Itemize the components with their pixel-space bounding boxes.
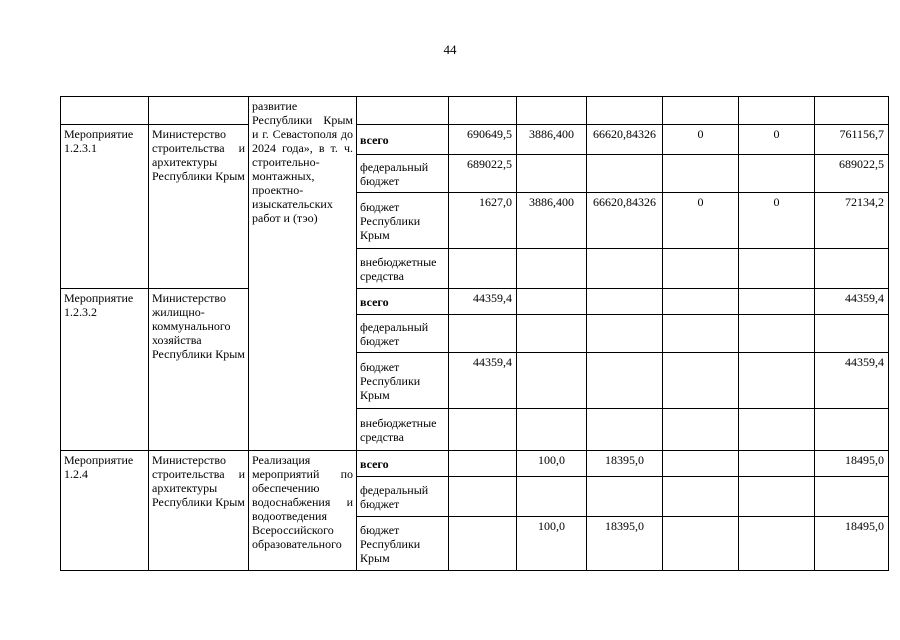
value-cell: 0 <box>739 193 815 249</box>
table-row <box>61 289 889 315</box>
total-cell: 689022,5 <box>815 155 889 193</box>
activity-id-cell: Мероприятие 1.2.3.2 <box>61 289 149 451</box>
activity-purpose-cell: развитие Республики Крым и г. Севастополя до 2024 года», в т. ч. строительно-монтажных, проектно-изыскательских работ и (тэо) <box>249 97 357 451</box>
total-cell: 761156,7 <box>815 125 889 155</box>
value-cell: 0 <box>739 125 815 155</box>
value-cell <box>449 315 517 353</box>
value-cell <box>663 353 739 409</box>
value-cell <box>517 155 587 193</box>
value-cell <box>587 409 663 451</box>
value-cell <box>663 155 739 193</box>
total-cell: 72134,2 <box>815 193 889 249</box>
value-cell <box>517 315 587 353</box>
value-cell <box>449 477 517 517</box>
value-cell: 0 <box>663 125 739 155</box>
value-cell <box>739 249 815 289</box>
funding-source-cell: федеральный бюджет <box>357 155 449 193</box>
value-cell <box>663 409 739 451</box>
table-cell <box>357 97 449 125</box>
funding-source-cell: федеральный бюджет <box>357 477 449 517</box>
funding-source-cell: внебюджетные средства <box>357 249 449 289</box>
value-cell: 18395,0 <box>587 517 663 571</box>
total-cell <box>815 409 889 451</box>
table-cell <box>61 97 149 125</box>
value-cell: 0 <box>663 193 739 249</box>
total-cell <box>815 315 889 353</box>
value-cell: 689022,5 <box>449 155 517 193</box>
value-cell: 66620,84326 <box>587 193 663 249</box>
funding-source-cell: бюджет Республики Крым <box>357 517 449 571</box>
value-cell <box>587 249 663 289</box>
value-cell <box>663 517 739 571</box>
activity-id-cell: Мероприятие 1.2.4 <box>61 451 149 571</box>
value-cell <box>449 249 517 289</box>
table-cell <box>449 97 517 125</box>
value-cell <box>449 517 517 571</box>
value-cell: 3886,400 <box>517 193 587 249</box>
value-cell: 18395,0 <box>587 451 663 477</box>
value-cell: 3886,400 <box>517 125 587 155</box>
funding-source-cell: всего <box>357 451 449 477</box>
value-cell <box>587 353 663 409</box>
value-cell: 66620,84326 <box>587 125 663 155</box>
value-cell <box>663 451 739 477</box>
table-row <box>61 125 889 155</box>
value-cell <box>587 289 663 315</box>
funding-source-cell: бюджет Республики Крым <box>357 193 449 249</box>
value-cell <box>517 289 587 315</box>
activity-purpose-cell: Реализация мероприятий по обеспечению водоснабжения и водоотведения Всероссийского образовательного <box>249 451 357 571</box>
value-cell <box>739 315 815 353</box>
total-cell: 44359,4 <box>815 353 889 409</box>
total-cell: 18495,0 <box>815 451 889 477</box>
value-cell <box>739 289 815 315</box>
table-cell <box>517 97 587 125</box>
executor-cell: Министерство строительства и архитектуры Республики Крым <box>149 451 249 571</box>
funding-source-cell: внебюджетные средства <box>357 409 449 451</box>
executor-cell: Министерство жилищно-коммунального хозяйства Республики Крым <box>149 289 249 451</box>
value-cell <box>449 451 517 477</box>
value-cell <box>739 517 815 571</box>
table-cell <box>149 97 249 125</box>
budget-table <box>60 96 889 571</box>
value-cell <box>739 409 815 451</box>
value-cell: 100,0 <box>517 517 587 571</box>
value-cell <box>517 477 587 517</box>
value-cell <box>587 155 663 193</box>
funding-source-cell: всего <box>357 125 449 155</box>
funding-source-cell: всего <box>357 289 449 315</box>
value-cell <box>739 155 815 193</box>
page-number: 44 <box>443 42 457 57</box>
value-cell <box>449 409 517 451</box>
table-row <box>61 97 889 125</box>
value-cell <box>663 289 739 315</box>
value-cell: 690649,5 <box>449 125 517 155</box>
value-cell <box>663 477 739 517</box>
value-cell: 44359,4 <box>449 353 517 409</box>
value-cell <box>587 477 663 517</box>
value-cell <box>739 353 815 409</box>
value-cell: 44359,4 <box>449 289 517 315</box>
value-cell: 1627,0 <box>449 193 517 249</box>
total-cell <box>815 249 889 289</box>
funding-source-cell: федеральный бюджет <box>357 315 449 353</box>
funding-source-cell: бюджет Республики Крым <box>357 353 449 409</box>
value-cell <box>739 477 815 517</box>
table-cell <box>739 97 815 125</box>
value-cell <box>739 451 815 477</box>
table-row <box>61 451 889 477</box>
value-cell <box>517 249 587 289</box>
value-cell <box>517 409 587 451</box>
value-cell <box>587 315 663 353</box>
total-cell: 18495,0 <box>815 517 889 571</box>
value-cell <box>663 315 739 353</box>
total-cell <box>815 477 889 517</box>
activity-id-cell: Мероприятие 1.2.3.1 <box>61 125 149 289</box>
total-cell: 44359,4 <box>815 289 889 315</box>
value-cell <box>517 353 587 409</box>
executor-cell: Министерство строительства и архитектуры Республики Крым <box>149 125 249 289</box>
table-cell <box>815 97 889 125</box>
table-cell <box>587 97 663 125</box>
value-cell: 100,0 <box>517 451 587 477</box>
value-cell <box>663 249 739 289</box>
table-cell <box>663 97 739 125</box>
